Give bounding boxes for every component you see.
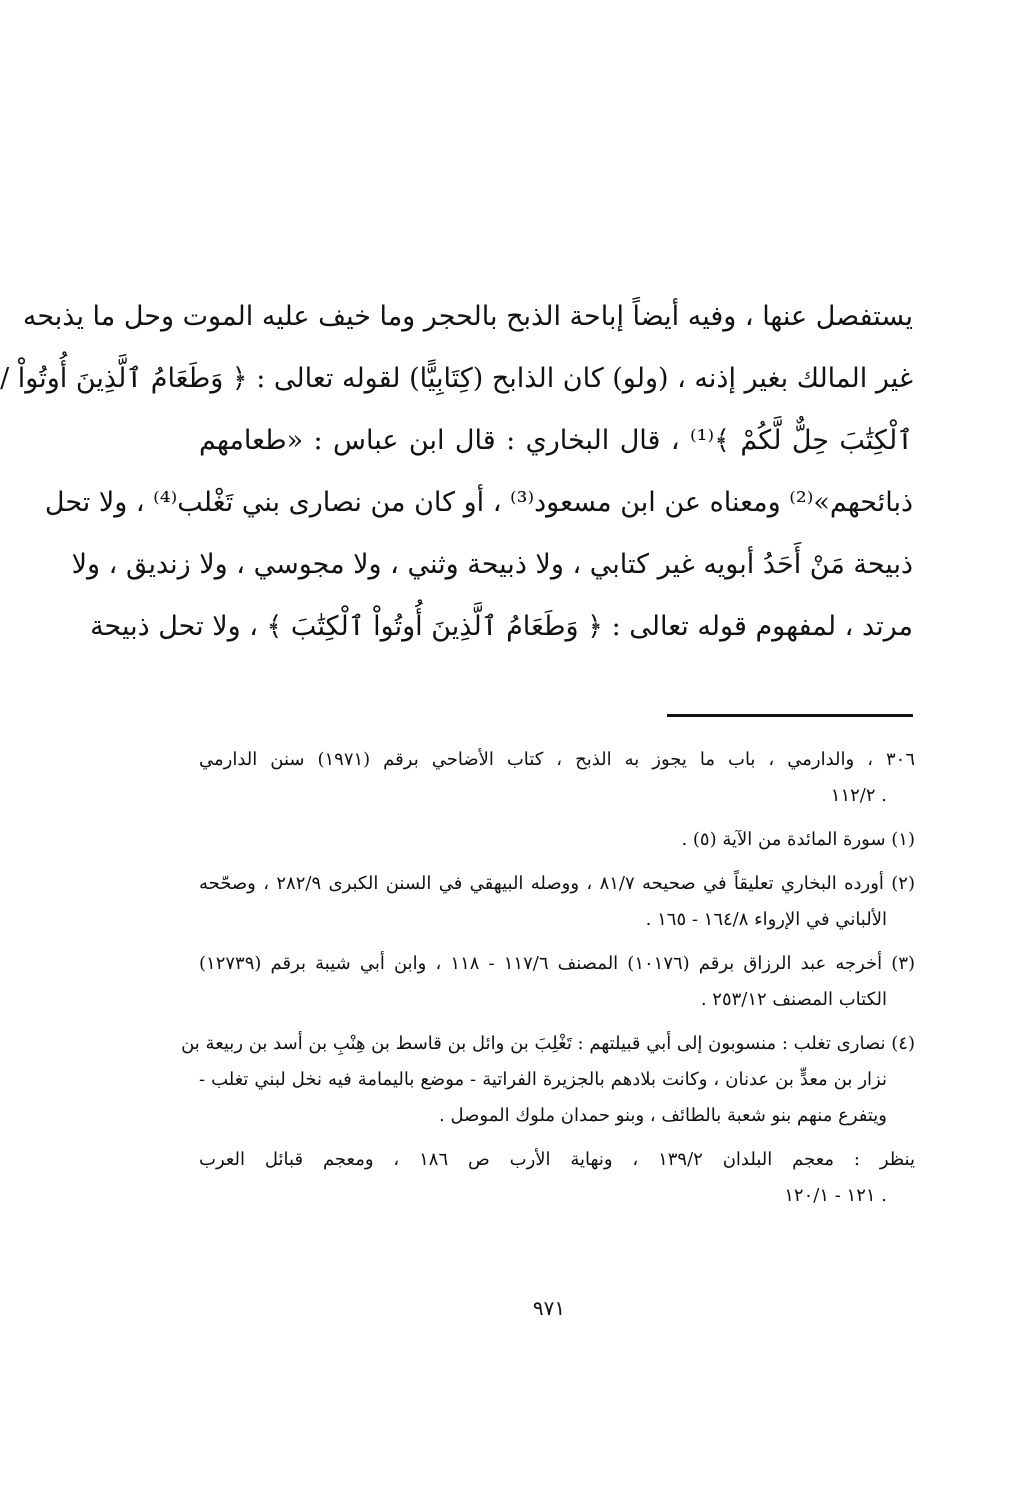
footnote-line: (٤) نصارى تغلب : منسوبون إلى أبي قبيلتهم : تَغْلِبَ بن وائل بن قاسط بن هِنْبِ بن أسد بن ربيعة بن: [181, 1033, 915, 1054]
footnote-line: . ١٢١ - ١٢٠/١: [784, 1185, 887, 1206]
main-text-line: ذبيحة مَنْ أَحَدُ أبويه غير كتابي ، ولا ذبيحة وثني ، ولا مجوسي ، ولا زنديق ، ولا: [71, 549, 913, 580]
footnote-line: الكتاب المصنف ٢٥٣/١٢ .: [700, 989, 887, 1010]
footnotes-block: [181, 742, 916, 1222]
footnote-separator-rule: [667, 714, 913, 717]
page-number: ٩٧١: [532, 1296, 566, 1320]
footnote: [199, 742, 915, 814]
footnote: [199, 946, 915, 1018]
footnote-line: الألباني في الإرواء ١٦٤/٨ - ١٦٥ .: [645, 909, 887, 930]
footnote-line: نزار بن معدٍّ بن عدنان ، وكانت بلادهم بالجزيرة الفراتية - موضع باليمامة فيه نخل لبني تغلب -: [199, 1069, 887, 1090]
main-text-line: غير المالك بغير إذنه ، (ولو) كان الذابح (كِتَابِيًّا) لقوله تعالى : ﴿ وَطَعَامُ ٱلَّذِينَ أُوتُواْ /: [0, 363, 913, 394]
footnote-line: . ١١٢/٢: [830, 785, 887, 806]
footnote: [199, 1142, 915, 1214]
main-text-line: ذبائحهم»⁽²⁾ ومعناه عن ابن مسعود⁽³⁾ ، أو كان من نصارى بني تَغْلب⁽⁴⁾ ، ولا تحل: [44, 487, 913, 518]
footnote-line: ينظر : معجم البلدان ١٣٩/٢ ، ونهاية الأرب ص ١٨٦ ، ومعجم قبائل العرب: [199, 1149, 915, 1170]
main-text-line: ٱلْكِتَٰبَ حِلٌّ لَّكُمْ ﴾⁽¹⁾ ، قال البخاري : قال ابن عباس : «طعامهم: [199, 425, 914, 456]
footnote-line: ٣٠٦ ، والدارمي ، باب ما يجوز به الذبح ، كتاب الأضاحي برقم (١٩٧١) سنن الدارمي: [199, 749, 916, 770]
footnote: [199, 866, 915, 938]
footnote-line: (٢) أورده البخاري تعليقاً في صحيحه ٨١/٧ ، ووصله البيهقي في السنن الكبرى ٢٨٢/٩ ، وصحّحه: [199, 873, 915, 894]
footnote: [199, 822, 915, 858]
main-text-block: [0, 286, 914, 658]
footnote-line: (١) سورة المائدة من الآية (٥) .: [681, 829, 915, 850]
main-text-line: يستفصل عنها ، وفيه أيضاً إباحة الذبح بالحجر وما خيف عليه الموت وحل ما يذبحه: [22, 301, 913, 332]
main-text-line: مرتد ، لمفهوم قوله تعالى : ﴿ وَطَعَامُ ٱلَّذِينَ أُوتُواْ ٱلْكِتَٰبَ ﴾ ، ولا تحل ذبيحة: [90, 611, 913, 642]
footnote: [181, 1026, 915, 1134]
footnote-line: ويتفرع منهم بنو شعبة بالطائف ، وبنو حمدان ملوك الموصل .: [439, 1105, 887, 1126]
footnote-line: (٣) أخرجه عبد الرزاق برقم (١٠١٧٦) المصنف ١١٧/٦ - ١١٨ ، وابن أبي شيبة برقم (١٢٧٣٩): [199, 953, 916, 974]
